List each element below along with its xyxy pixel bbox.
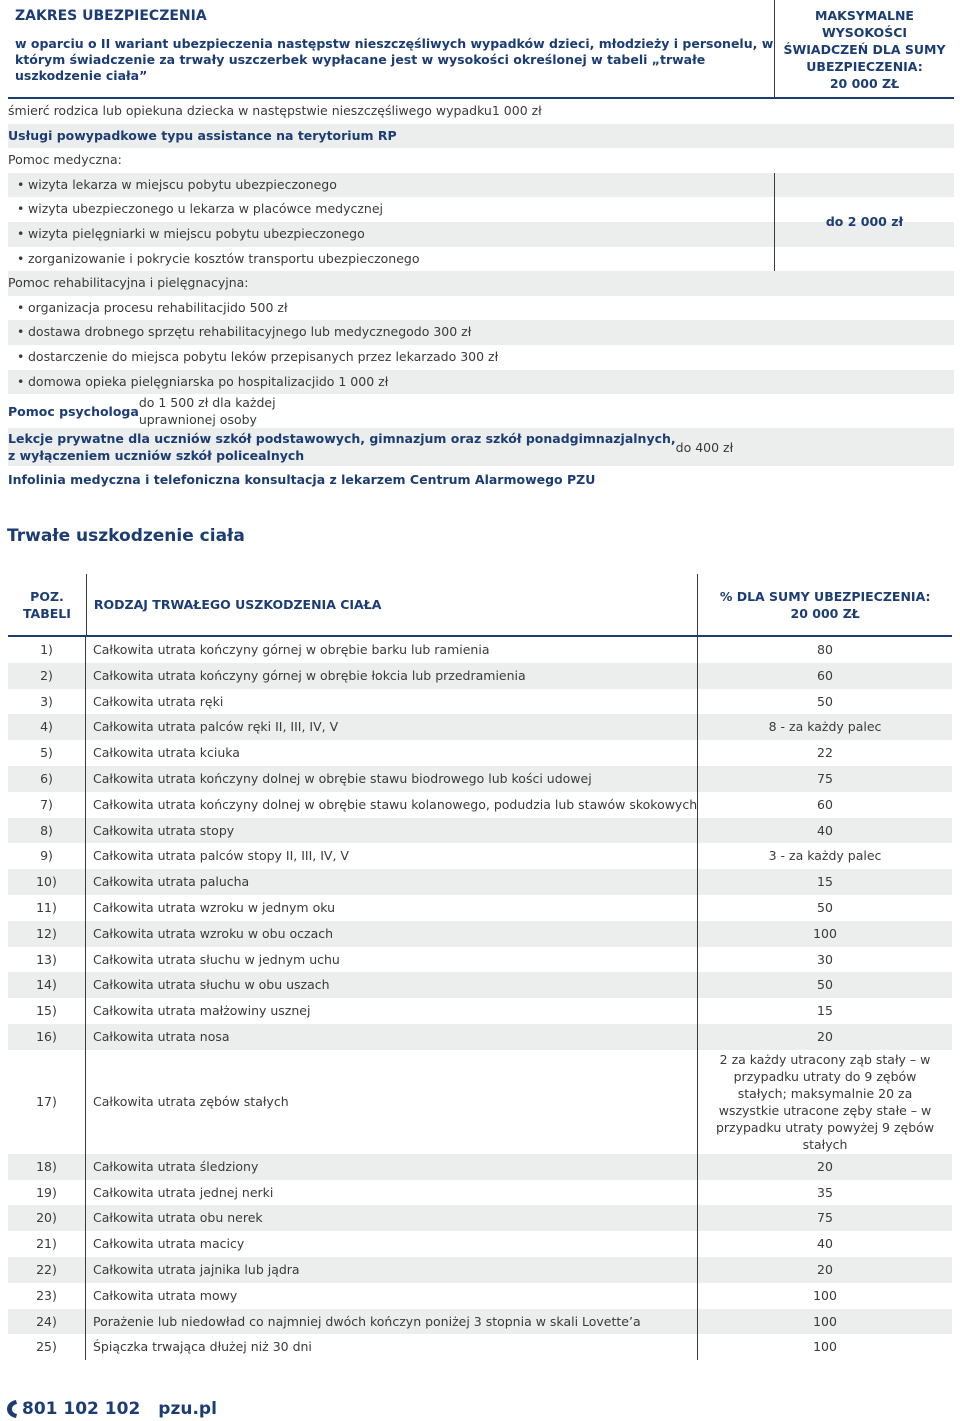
- table-row: [8, 1154, 952, 1180]
- section-title: Trwałe uszkodzenie ciała: [7, 526, 245, 546]
- row-percent: 100: [813, 1287, 837, 1303]
- row-position: 21): [8, 1231, 86, 1257]
- list-item: • dostarczenie do miejsca pobytu leków przepisanych przez lekarza do 300 zł: [8, 345, 954, 370]
- death-label: śmierć rodzica lub opiekuna dziecka w następstwie nieszczęśliwego wypadku: [8, 103, 492, 118]
- medical-label: Pomoc medyczna:: [8, 152, 122, 168]
- row-injury: Całkowita utrata kończyny dolnej w obrębie stawu kolanowego, podudzia lub stawów skokowych: [86, 792, 698, 818]
- death-row: [8, 99, 954, 124]
- row-position: 14): [8, 972, 86, 998]
- row-position: 11): [8, 895, 86, 921]
- table-row: [8, 1334, 952, 1360]
- row-position: 18): [8, 1154, 86, 1180]
- table-row: [8, 1024, 952, 1050]
- row-position: 7): [8, 792, 86, 818]
- rehab-label: Pomoc rehabilitacyjna i pielęgnacyjna:: [8, 275, 249, 291]
- death-value: 1 000 zł: [491, 103, 542, 118]
- row-position: 12): [8, 921, 86, 947]
- row-position: 6): [8, 766, 86, 792]
- list-item: • domowa opieka pielęgniarska po hospitalizacji do 1 000 zł: [8, 370, 954, 395]
- table-row: [8, 1180, 952, 1206]
- row-percent: 80: [817, 642, 833, 657]
- max-benefit-header: MAKSYMALNE WYSOKOŚCI ŚWIADCZEŃ DLA SUMY UBEZPIECZENIA: 20 000 ZŁ: [774, 0, 954, 97]
- row-injury: Porażenie lub niedowład co najmniej dwóch kończyn poniżej 3 stopnia w skali Lovette’a: [86, 1309, 698, 1335]
- table-row: [8, 1257, 952, 1283]
- phone-icon: [6, 1399, 18, 1419]
- hotline-row: [8, 466, 954, 494]
- table-row: [8, 1205, 952, 1231]
- row-injury: Całkowita utrata małżowiny usznej: [86, 998, 698, 1024]
- row-percent: 2 za każdy utracony ząb stały – w przypadku utraty do 9 zębów stałych; maksymalnie 20 za wszystkie utracone zęby stałe – w przypadku utraty powyżej 9 zębów stałych: [715, 1051, 935, 1152]
- row-position: 13): [8, 947, 86, 973]
- row-percent: 40: [817, 822, 833, 838]
- footer: [6, 1399, 217, 1419]
- col-position-header: POZ. TABELI: [8, 574, 87, 635]
- row-percent: 15: [817, 874, 833, 890]
- table-row: [8, 947, 952, 973]
- row-percent: 35: [817, 1184, 833, 1200]
- row-position: 9): [8, 843, 86, 869]
- list-item: • zorganizowanie i pokrycie kosztów transportu ubezpieczonego: [8, 247, 954, 272]
- lessons-row: Lekcje prywatne dla uczniów szkół podstawowych, gimnazjum oraz szkół ponadgimnazjalnych, z wyłączeniem uczniów szkół policealnych do 400 zł: [8, 428, 954, 466]
- table-body: [8, 637, 952, 1360]
- lessons-value: do 400 zł: [675, 439, 734, 455]
- row-injury: Całkowita utrata zębów stałych: [86, 1050, 698, 1154]
- row-position: 2): [8, 663, 86, 689]
- row-percent: 100: [813, 925, 837, 941]
- table-row: [8, 663, 952, 689]
- row-percent: 100: [813, 1313, 837, 1329]
- table-row: [8, 869, 952, 895]
- row-percent: 20: [817, 1158, 833, 1174]
- row-injury: Całkowita utrata palucha: [86, 869, 698, 895]
- row-injury: Całkowita utrata słuchu w jednym uchu: [86, 947, 698, 973]
- row-percent: 75: [817, 770, 833, 786]
- row-injury: Całkowita utrata kończyny górnej w obrębie barku lub ramienia: [86, 637, 698, 663]
- row-injury: Całkowita utrata mowy: [86, 1283, 698, 1309]
- row-injury: Całkowita utrata macicy: [86, 1231, 698, 1257]
- hotline-label: Infolinia medyczna i telefoniczna konsultacja z lekarzem Centrum Alarmowego PZU: [8, 472, 596, 488]
- row-position: 16): [8, 1024, 86, 1050]
- row-injury: Całkowita utrata stopy: [86, 818, 698, 844]
- row-position: 24): [8, 1309, 86, 1335]
- row-percent: 8 - za każdy palec: [768, 719, 882, 735]
- row-percent: 3 - za każdy palec: [768, 848, 882, 864]
- injury-table: [8, 574, 952, 1360]
- row-position: 23): [8, 1283, 86, 1309]
- row-injury: Śpiączka trwająca dłużej niż 30 dni: [86, 1334, 698, 1360]
- medical-row: [8, 148, 954, 173]
- row-position: 22): [8, 1257, 86, 1283]
- row-injury: Całkowita utrata słuchu w obu uszach: [86, 972, 698, 998]
- assistance-row: [8, 124, 954, 149]
- row-percent: 50: [817, 899, 833, 915]
- table-row: [8, 972, 952, 998]
- medical-items-group: [8, 173, 954, 271]
- col-injury-header: RODZAJ TRWAŁEGO USZKODZENIA CIAŁA: [87, 574, 698, 635]
- table-row: [8, 843, 952, 869]
- row-position: 8): [8, 818, 86, 844]
- row-position: 5): [8, 740, 86, 766]
- row-percent: 20: [817, 1261, 833, 1277]
- row-position: 17): [8, 1050, 86, 1154]
- table-row: [8, 766, 952, 792]
- scope-header: [8, 0, 954, 99]
- psych-value: do 1 500 zł dla każdej uprawnionej osoby: [138, 395, 276, 428]
- list-item: • wizyta pielęgniarki w miejscu pobytu ubezpieczonego: [8, 222, 954, 247]
- list-item: • dostawa drobnego sprzętu rehabilitacyjnego lub medycznego do 300 zł: [8, 320, 954, 345]
- website-link[interactable]: pzu.pl: [158, 1399, 217, 1419]
- list-item: • wizyta lekarza w miejscu pobytu ubezpieczonego: [8, 173, 954, 198]
- row-position: 15): [8, 998, 86, 1024]
- table-row: [8, 895, 952, 921]
- list-item: • wizyta ubezpieczonego u lekarza w placówce medycznej: [8, 197, 954, 222]
- row-percent: 50: [817, 977, 833, 993]
- table-row: [8, 1050, 952, 1154]
- row-position: 4): [8, 714, 86, 740]
- row-injury: Całkowita utrata ręki: [86, 689, 698, 715]
- row-percent: 50: [817, 693, 833, 709]
- table-row: [8, 818, 952, 844]
- table-row: [8, 921, 952, 947]
- row-percent: 30: [817, 951, 833, 967]
- scope-subtitle: w oparciu o II wariant ubezpieczenia następstw nieszczęśliwych wypadków dzieci, młodzieży i personelu, w którym świadczenie za trwały uszczerbek wypłacane jest w wysokości określonej w tabeli „trwałe uszkodzenie ciała”: [15, 36, 774, 83]
- row-injury: Całkowita utrata nosa: [86, 1024, 698, 1050]
- row-percent: 20: [817, 1028, 833, 1044]
- table-row: [8, 1309, 952, 1335]
- row-position: 1): [8, 637, 86, 663]
- table-row: [8, 1231, 952, 1257]
- row-injury: Całkowita utrata kończyny dolnej w obrębie stawu biodrowego lub kości udowej: [86, 766, 698, 792]
- row-injury: Całkowita utrata wzroku w jednym oku: [86, 895, 698, 921]
- row-injury: Całkowita utrata kciuka: [86, 740, 698, 766]
- table-row: [8, 1283, 952, 1309]
- col-percent-header: % DLA SUMY UBEZPIECZENIA: 20 000 ZŁ: [719, 588, 931, 621]
- row-percent: 15: [817, 1003, 833, 1019]
- row-injury: Całkowita utrata wzroku w obu oczach: [86, 921, 698, 947]
- scope-title: ZAKRES UBEZPIECZENIA: [15, 8, 207, 24]
- row-percent: 40: [817, 1236, 833, 1252]
- row-injury: Całkowita utrata obu nerek: [86, 1205, 698, 1231]
- row-position: 10): [8, 869, 86, 895]
- table-row: [8, 740, 952, 766]
- psych-row: [8, 394, 954, 428]
- table-row: [8, 792, 952, 818]
- row-position: 3): [8, 689, 86, 715]
- row-position: 25): [8, 1334, 86, 1360]
- table-row: [8, 637, 952, 663]
- row-injury: Całkowita utrata jajnika lub jądra: [86, 1257, 698, 1283]
- row-injury: Całkowita utrata jednej nerki: [86, 1180, 698, 1206]
- row-position: 19): [8, 1180, 86, 1206]
- table-row: [8, 689, 952, 715]
- row-position: 20): [8, 1205, 86, 1231]
- insurance-scope-table: [8, 0, 954, 494]
- row-percent: 75: [817, 1210, 833, 1226]
- table-row: [8, 998, 952, 1024]
- psych-label: Pomoc psychologa: [8, 403, 139, 419]
- row-percent: 60: [817, 667, 833, 683]
- list-item: • organizacja procesu rehabilitacji do 500 zł: [8, 296, 954, 321]
- medical-value: do 2 000 zł: [774, 173, 954, 271]
- row-injury: Całkowita utrata kończyny górnej w obrębie łokcia lub przedramienia: [86, 663, 698, 689]
- assistance-title: Usługi powypadkowe typu assistance na terytorium RP: [8, 127, 397, 143]
- row-percent: 60: [817, 796, 833, 812]
- row-injury: Całkowita utrata palców ręki II, III, IV, V: [86, 714, 698, 740]
- row-percent: 100: [813, 1339, 837, 1355]
- phone-number[interactable]: 801 102 102: [22, 1399, 141, 1419]
- rehab-row: [8, 271, 954, 296]
- row-percent: 22: [817, 745, 833, 761]
- table-row: [8, 714, 952, 740]
- table-header: [8, 574, 952, 637]
- row-injury: Całkowita utrata śledziony: [86, 1154, 698, 1180]
- row-injury: Całkowita utrata palców stopy II, III, IV, V: [86, 843, 698, 869]
